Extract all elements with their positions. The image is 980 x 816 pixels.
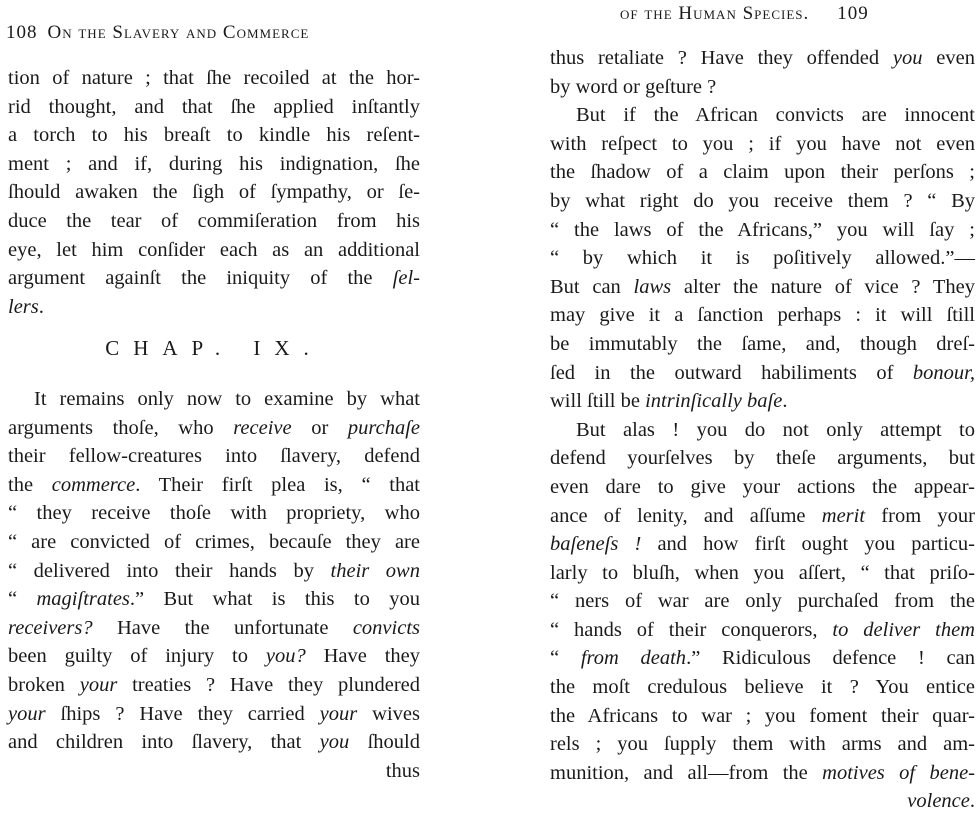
text-line — [8, 528, 420, 557]
roman-text: the — [8, 473, 52, 496]
italic-text: to deliver them — [832, 618, 975, 641]
text-line — [8, 642, 420, 671]
roman-text: thus — [385, 759, 420, 782]
roman-text: “ — [550, 647, 581, 670]
italic-text: motives of bene- — [822, 761, 976, 784]
italic-text: receivers? — [8, 616, 93, 639]
text-line — [8, 757, 420, 786]
left-page-number: 108 — [6, 22, 38, 43]
roman-text: treaties ? Have they plundered — [117, 673, 420, 696]
italic-text: bonour, — [912, 361, 975, 384]
text-line — [550, 130, 975, 159]
italic-text: you — [892, 47, 923, 69]
roman-text: and children into ſlavery, that — [8, 731, 320, 754]
text-line — [550, 301, 975, 330]
roman-text: wives — [357, 702, 420, 725]
roman-text: “ delivered into their hands by — [8, 559, 331, 582]
right-running-head — [620, 3, 869, 25]
italic-text: their own — [330, 559, 420, 582]
roman-text: .” Ridiculous defence ! can — [686, 647, 975, 670]
roman-text: . — [969, 790, 975, 813]
roman-text: their fellow-creatures into ſlavery, defend — [8, 445, 420, 468]
italic-text: merit — [821, 504, 866, 527]
italic-text: from death — [580, 647, 687, 670]
text-line — [550, 702, 975, 731]
right-body-text — [550, 44, 975, 816]
italic-text: lers — [8, 295, 39, 318]
italic-text: your — [319, 702, 358, 725]
roman-text: be immutably the ſame, and, though dreſ- — [550, 332, 975, 355]
text-line — [550, 587, 975, 616]
text-line — [8, 471, 420, 500]
roman-text: even dare to give your actions the appear- — [550, 475, 975, 498]
text-line — [8, 178, 420, 207]
roman-text: with reſpect to you ; if you have not even — [550, 132, 975, 155]
roman-text: tion of nature ; that ſhe recoiled at the hor- — [8, 67, 420, 89]
roman-text: a torch to his breaſt to kindle his reſent- — [8, 124, 420, 147]
roman-text: may give it a ſanction perhaps : it will ſtill — [550, 304, 975, 327]
text-line — [550, 530, 975, 559]
italic-text: commerce — [51, 473, 136, 496]
text-line — [8, 264, 420, 293]
roman-text: by word or geſture ? — [550, 75, 717, 98]
text-line — [550, 330, 975, 359]
italic-text: volence — [907, 790, 970, 813]
text-line — [550, 473, 975, 502]
italic-text: baſeneſs ! — [550, 533, 642, 556]
roman-text: “ ners of war are only purchaſed from the — [550, 590, 975, 613]
roman-text: “ are convicted of crimes, becauſe they are — [8, 530, 420, 553]
roman-text: ment ; and if, during his indignation, ſhe — [8, 152, 420, 175]
text-line — [8, 207, 420, 236]
italic-text: your — [79, 673, 118, 696]
roman-text: duce the tear of commiſeration from his — [8, 209, 420, 232]
roman-text: But if the African convicts are innocent — [576, 104, 975, 127]
text-line — [8, 442, 420, 471]
roman-text: and how firſt ought you particu- — [641, 533, 975, 556]
roman-text: “ — [8, 588, 37, 611]
chapter-paragraph — [8, 385, 420, 785]
text-line — [8, 499, 420, 528]
text-line — [550, 101, 975, 130]
text-line — [550, 787, 975, 816]
text-line — [550, 444, 975, 473]
roman-text: will ſtill be — [550, 390, 646, 413]
roman-text: . Their firſt plea is, “ that — [135, 473, 420, 496]
roman-text: .” But what is this to you — [129, 588, 420, 611]
roman-text: rid thought, and that ſhe applied inſtantly — [8, 95, 420, 118]
roman-text: ſed in the outward habiliments of — [550, 361, 913, 384]
left-running-title: On the Slavery and Commerce — [47, 22, 310, 43]
roman-text: argument againſt the iniquity of the — [8, 267, 393, 290]
text-line — [550, 387, 975, 416]
text-line — [8, 557, 420, 586]
roman-text: eye, let him conſider each as an additional — [8, 238, 420, 261]
text-line — [550, 158, 975, 187]
italic-text: you? — [265, 645, 306, 668]
text-line — [8, 385, 420, 414]
roman-text: “ the laws of the Africans,” you will ſay ; — [550, 218, 975, 241]
text-line — [550, 359, 975, 388]
text-line — [550, 644, 975, 673]
roman-text: broken — [8, 673, 80, 696]
text-line — [550, 216, 975, 245]
italic-text: convicts — [352, 616, 420, 639]
right-running-title: of the Human Species. — [620, 3, 810, 24]
text-line — [8, 64, 420, 93]
roman-text: the ſhadow of a claim upon their perſons ; — [550, 161, 975, 184]
text-line — [8, 414, 420, 443]
italic-text: magiſtrates — [36, 588, 130, 611]
left-top-paragraph — [8, 64, 420, 321]
text-line — [550, 559, 975, 588]
text-line — [8, 236, 420, 265]
italic-text: receive — [233, 416, 292, 439]
roman-text: been guilty of injury to — [8, 645, 266, 668]
roman-text: ſhould awaken the ſigh of ſympathy, or ſe- — [8, 181, 420, 204]
roman-text: ance of lenity, and aſſume — [550, 504, 822, 527]
text-line — [8, 150, 420, 179]
text-line — [8, 585, 420, 614]
italic-text: you — [319, 731, 350, 754]
text-line — [8, 700, 420, 729]
italic-text: purchaſe — [347, 416, 420, 439]
text-line — [550, 673, 975, 702]
text-line — [550, 244, 975, 273]
roman-text: ſhould — [349, 731, 420, 754]
left-running-head — [6, 22, 309, 44]
roman-text: “ hands of their conquerors, — [550, 618, 833, 641]
roman-text: rels ; you ſupply them with arms and am- — [550, 733, 975, 756]
text-line — [550, 730, 975, 759]
right-page-number: 109 — [837, 3, 869, 24]
roman-text: ſhips ? Have they carried — [45, 702, 320, 725]
roman-text: from your — [865, 504, 975, 527]
text-line — [550, 187, 975, 216]
right-page — [510, 0, 980, 813]
text-line — [8, 728, 420, 757]
roman-text: the moſt credulous believe it ? You entice — [550, 676, 975, 699]
text-line — [550, 416, 975, 445]
left-page — [0, 0, 470, 782]
text-line — [8, 293, 420, 322]
italic-text: laws — [633, 275, 672, 298]
roman-text: by what right do you receive them ? “ By — [550, 189, 975, 212]
roman-text: But alas ! you do not only attempt to — [576, 418, 975, 441]
roman-text: . — [782, 390, 788, 413]
text-line — [550, 73, 975, 102]
roman-text: But can — [550, 275, 634, 298]
text-line — [8, 671, 420, 700]
roman-text: the Africans to war ; you foment their quar- — [550, 704, 975, 727]
roman-text: arguments thoſe, who — [8, 416, 234, 439]
roman-text: munition, and all—from the — [550, 761, 823, 784]
roman-text: or — [291, 416, 348, 439]
text-line — [8, 93, 420, 122]
text-line — [550, 616, 975, 645]
roman-text: Have they — [305, 645, 420, 668]
italic-text: your — [8, 702, 46, 725]
text-line — [550, 502, 975, 531]
roman-text: thus retaliate ? Have they offended — [550, 47, 893, 69]
text-line — [550, 44, 975, 73]
text-line — [8, 614, 420, 643]
text-line — [8, 121, 420, 150]
roman-text: “ by which it is poſitively allowed.”— — [550, 247, 975, 270]
roman-text: even — [922, 47, 975, 69]
roman-text: Have the unfortunate — [92, 616, 353, 639]
roman-text: larly to bluſh, when you aſſert, “ that priſo- — [550, 561, 975, 584]
roman-text: It remains only now to examine by what — [34, 388, 420, 410]
roman-text: “ they receive thoſe with propriety, who — [8, 502, 420, 525]
italic-text: ſel- — [392, 267, 420, 290]
chapter-heading: CHAP. IX. — [105, 336, 323, 360]
roman-text: . — [38, 295, 44, 318]
text-line — [550, 759, 975, 788]
roman-text: alter the nature of vice ? They — [671, 275, 975, 298]
roman-text: defend yourſelves by theſe arguments, but — [550, 447, 975, 470]
text-line — [550, 273, 975, 302]
italic-text: intrinſically baſe — [645, 390, 783, 413]
